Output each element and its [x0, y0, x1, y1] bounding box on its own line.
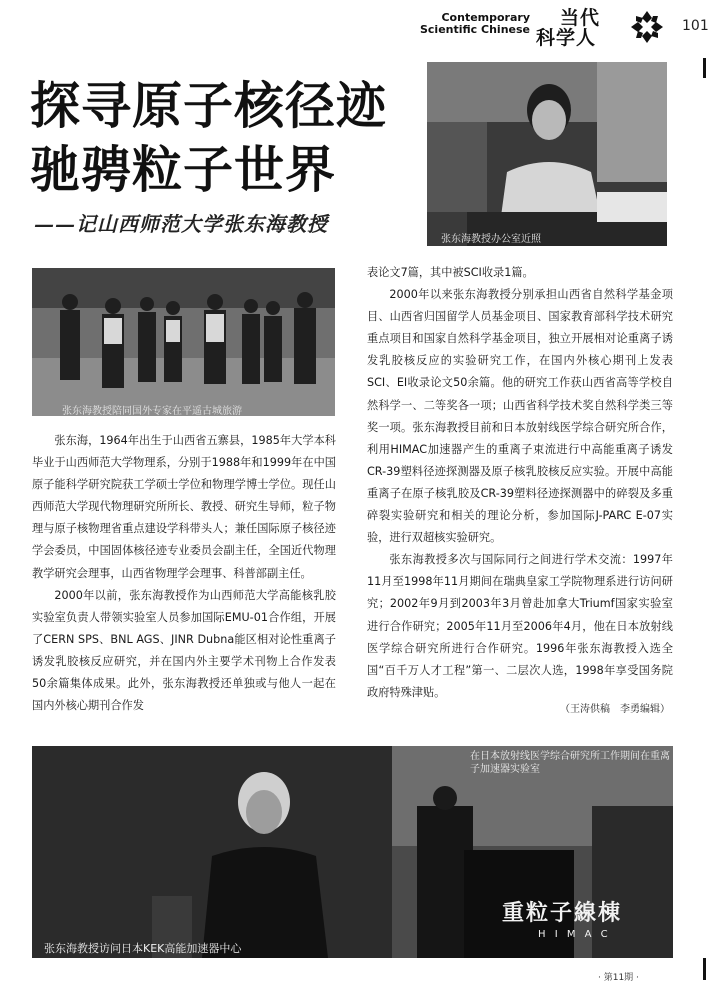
himac-photo-caption: 在日本放射线医学综合研究所工作期间在重离子加速器实验室	[470, 751, 670, 775]
paragraph: 表论文7篇，其中被SCI收录1篇。	[367, 266, 534, 279]
margin-rule	[703, 58, 706, 78]
magazine-name-english: Contemporary Scientific Chinese	[419, 11, 530, 36]
issue-footer: · 第11期 ·	[598, 973, 639, 983]
kek-himac-photo	[32, 746, 673, 958]
paragraph: 2000年以前，张东海教授作为山西师范大学高能核乳胶实验室负责人带领实验室人员参加国际EMU-01合作组，开展了CERN SPS、BNL AGS、JINR Dubna能区相对论性重离子诱发乳胶核反应研究，并在国内外主要学术刊物上合作发表50余篇集体成果。此外，张东海教授还单独或与他人一起在国内外核心期刊合作发	[32, 588, 336, 713]
magazine-name-chinese: 当代 科学人	[536, 7, 601, 49]
paragraph: 2000年以来张东海教授分别承担山西省自然科学基金项目、山西省归国留学人员基金项目、国家教育部科学技术研究重点项目和国家自然科学基金项目，独立开展相对论重离子诱发乳胶核反应的实验研究工作，在国内外核心期刊上发表SCI、EI收录论文50余篇。他的研究工作获山西省高等学校自然科学一、二等奖各一项；山西省科学技术奖自然科学类三等奖一项。张东海教授目前和日本放射线医学综合研究所合作，利用HIMAC加速器产生的重离子束流进行中高能重离子诱发CR-39塑料径迹探测器及原子核乳胶核反应实验。开展中高能重离子在原子核乳胶及CR-39塑料径迹探测器中的碎裂及多重碎裂实验研究和相关的理论分析，参加国际J-PARC E-07实验，进行双超核实验研究。	[367, 288, 673, 545]
himac-sign-chinese: 重粒子線棟	[502, 901, 623, 926]
paragraph: 张东海教授多次与国际同行之间进行学术交流：1997年11月至1998年11月期间在瑞典皇家工学院物理系进行访问研究；2002年9月到2003年3月曾赴加拿大Triumf国家实验室进行合作研究；2005年11月至2006年4月，他在日本放射线医学综合研究所进行合作研究。1996年张东海教授入选全国“百千万人才工程”第一、二层次人选，1998年享受国务院政府特殊津贴。	[367, 553, 673, 699]
article-title: 探寻原子核径迹 驰骋粒子世界	[30, 76, 387, 199]
himac-sign	[502, 896, 622, 940]
margin-rule	[703, 958, 706, 980]
paragraph: 张东海，1964年出生于山西省五寨县，1985年大学本科毕业于山西师范大学物理系，分别于1988年和1999年在中国原子能科学研究院获工学硕士学位和物理学博士学位。现任山西师范大学现代物理研究所所长、教授、研究生导师，粒子物理与原子核物理省重点建设学科带头人；兼任国际原子核径迹学会委员，中国固体核径迹专业委员会副主任，全国近代物理教学研究会理事，山西省物理学会理事、科普部副主任。	[32, 434, 336, 580]
office-photo-caption: 张东海教授办公室近照	[441, 234, 541, 245]
group-photo	[32, 268, 335, 416]
right-column	[367, 262, 673, 704]
article-subtitle: ——记山西师范大学张东海教授	[34, 212, 328, 236]
office-photo	[427, 62, 667, 246]
page-number: 101	[682, 18, 709, 34]
left-column	[32, 430, 336, 717]
kek-photo-caption: 张东海教授访问日本KEK高能加速器中心	[44, 942, 242, 955]
snowflake-logo-icon	[630, 10, 664, 44]
group-photo-caption: 张东海教授陪同国外专家在平遥古城旅游	[62, 406, 242, 416]
himac-sign-english: H I M A C	[538, 929, 611, 940]
editor-credit: （王涛供稿 李勇编辑）	[560, 704, 670, 715]
